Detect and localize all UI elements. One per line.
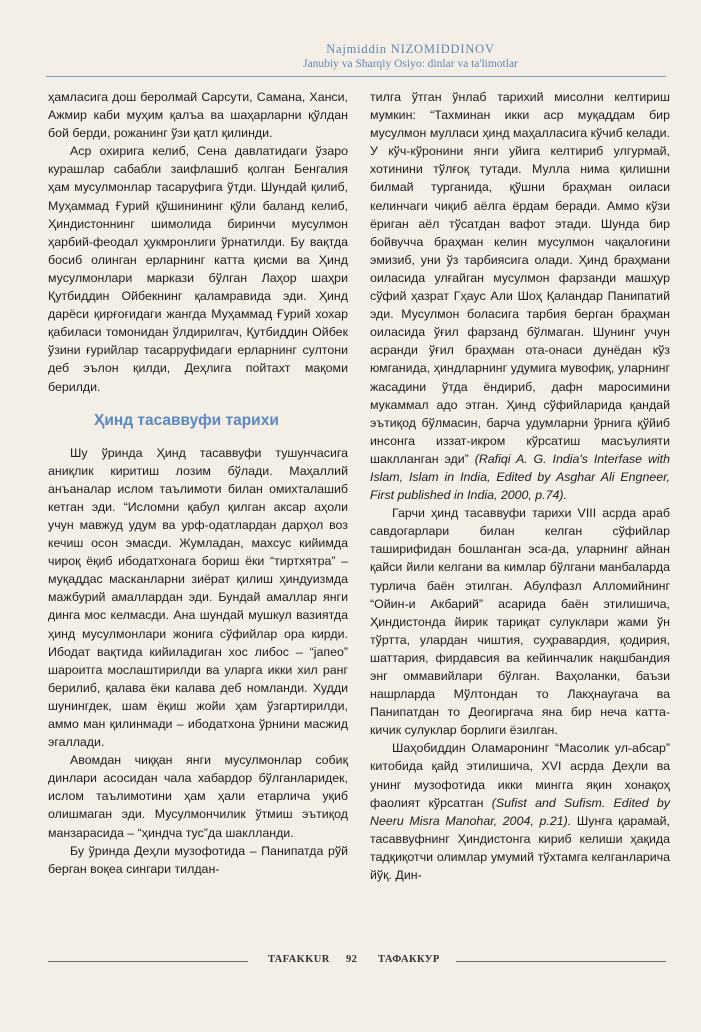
citation: (Rafiqi A. G. India's Interfase with Islam, Islam in India, Edited by Asghar Ali Engneer, First published in India, 2000, p.74). <box>370 451 670 503</box>
paragraph: Бу ўринда Деҳли музофотида – Панипатда рўй берган воқеа сингари тилдан- <box>48 843 348 876</box>
paragraph <box>370 739 670 884</box>
page-number: 92 <box>346 954 358 965</box>
paragraph: ҳамласига дош беролмай Сарсути, Самана, Ханси, Ажмир каби муҳим қалъа ва шаҳарларни қўлдан бой берди, рожанинг ўзи қатл қилинди. <box>48 90 348 141</box>
footer-rule-right <box>456 961 666 962</box>
paragraph-text: тилга ўтган ўнлаб тарихий мисолни келтириш мумкин: “Тахминан икки аср муқаддам бир мусулмон мулласи ҳинд маҳалласига кўчиб келади. У кўч-кўронини янги уйига келтириб улгурмай, хотинини тўлғоқ тутади. Мулла нима қилишни билмай турганида, қўшни браҳман оиласи келинчаги чиқиб аёлга ёрдам беради. Аммо кўзи ёриган аёл тўсатдан вафот этади. Шунда бир бойвучча браҳман келин мусулмон чақалоғини эмизиб, уни ўз тарбиясига олади. Ҳинд браҳмани оиласида улғайган мусулмон фарзанди машҳур сўфий ҳазрат Гҳаус Али Шоҳ Қаландар Панипатий эди. Мусулмон боласига тарбия берган браҳман оиласида ўғил фарзанд бўлмаган. Шунинг учун асранди ўғил браҳман ота-онаси дунёдан кўз юмганида, ҳиндларнинг удумига мувофиқ, уларнинг жасадини ўтда ёндириб, дафн маросимини мукаммал адо этган. Ҳинд сўфийларида қандай эътиқод бўлмасин, барча удумларни ўрнига қўйиб инсонга иззат-икром кўрсатиш масъулияти шаклланган эди” <box>370 90 670 466</box>
citation: (Sufist and Sufism. Edited by Neeru Misra Manohar, 2004, p.21). <box>370 795 670 828</box>
header-rule <box>46 76 666 77</box>
paragraph <box>370 88 670 504</box>
paragraph-text: Шунга қарамай, тасаввуфнинг Ҳиндистонга кириб келиши ҳақида тадқиқотчи олимлар умумий тўхтамга келганларича йўқ. Дин- <box>370 813 670 883</box>
paragraph-text: Шаҳобиддин Оламаронинг “Масолик ул-абсар” китобида қайд этилишича, XVI асрда Деҳли ва унинг музофотида икки мингга яқин хонақоҳ фаолият кўрсатган <box>370 741 670 810</box>
page-footer <box>0 952 701 972</box>
footer-rule-left <box>48 961 248 962</box>
paragraph: Авомдан чиққан янги мусулмонлар собиқ динлари асосидан чала хабардор бўлганларидек, ислом таълимотини ҳам ҳали етарлича уқиб олишмаган эди. Мусулмончилик ўтмиш эътиқод манзарасида – “ҳиндча тус”да шаклланди. <box>48 753 348 840</box>
footer-label-right: ТАФАККУР <box>378 954 440 965</box>
footer-label-left: TAFAKKUR <box>268 954 330 965</box>
paragraph: Гарчи ҳинд тасаввуфи тарихи VIII асрда араб савдогарлари билан келган сўфийлар таширифидан бошланган эса-да, уларнинг айнан қайси йили келгани ва кимлар бўлгани манбаларда турлича баён этилган. Абулфазл Алломийнинг “Ойин-и Акбарий” асарида баён этилишича, Ҳиндистонда йирик тариқат сулуклари жами ўн тўртта, улардан чиштия, суҳравардия, қодирия, шаттария, фирдавсия ва кейинчалик нақшбандия энг оммавийлари бўлган. Ваҳоланки, баъзи нашрларда Мўлтондан то Лакҳнаугача ва Панипатдан то Деогиргача яна бир неча катта-кичик сулуклар борлиги ёзилган. <box>370 506 670 738</box>
left-column <box>48 88 348 878</box>
paragraph: Шу ўринда Ҳинд тасаввуфи тушунчасига аниқлик киритиш лозим бўлади. Маҳаллий анъаналар ислом таълимоти билан омихталашиб кетган эди. “Исломни қабул қилган аксар аҳоли учун мавжуд удум ва урф-одатлардан дарҳол воз кечиш осон эмасди. Жумладан, махсус кийимда чироқ ёқиб ибодатхонага бориш ёки “тиртхятра” – муқаддас масканларни зиёрат қилиш ҳиндуизмда мажбурий амаллардан эди. Бундай амаллар янги динга мос келмасди. Ана шундай мушкул вазиятда ҳинд мусулмонлари жонига сўфийлар ора кирди. Ибодат вақтида кийиладиган хос либос – “јапео” шароитга мослаштирилди ва уларга икки хил ранг берилиб, қалава ёки калава деб номланди. Худди шунингдек, шам ёқиш жойи ҳам ўзгартирилди, аммо ман қилинмади – ибодатхона ўрнини масжид эгаллади. <box>48 445 348 750</box>
right-column <box>370 88 670 884</box>
paragraph: Аср охирига келиб, Сена давлатидаги ўзаро курашлар сабабли заифлашиб қолган Бенгалия ҳам мусулмонлар тасаруфига ўтди. Шундай қилиб, Муҳаммад Ғурий қўшинининг қўли баланд келиб, Ҳиндистоннинг шимолида биринчи мусулмон ҳарбий-феодал ҳукмронлиги ўрнатилди. Бу вақтда босиб олинган ерларнинг катта қисми ва Ҳинд мусулмонлари маркази бўлган Лаҳор шаҳри Қутбиддин Ойбекнинг қаламравида эди. Ҳинд дарёси қирғоғидаги жангда Муҳаммад Ғурий хохар қабиласи томонидан ўлдирилгач, Қутбиддин Ойбек ўзини ғурийлар тасарруфидаги ерларнинг султони деб эълон қилди, Деҳлига пойтахт мақоми берилди. <box>48 144 348 394</box>
section-title: Ҳинд тасаввуфи тарихи <box>94 411 279 429</box>
header-subtitle: Janubiy va Sharqiy Osiyo: dinlar va ta'limotlar <box>303 58 518 70</box>
header-author: Najmiddin NIZOMIDDINOV <box>326 42 495 56</box>
running-header <box>0 41 701 71</box>
